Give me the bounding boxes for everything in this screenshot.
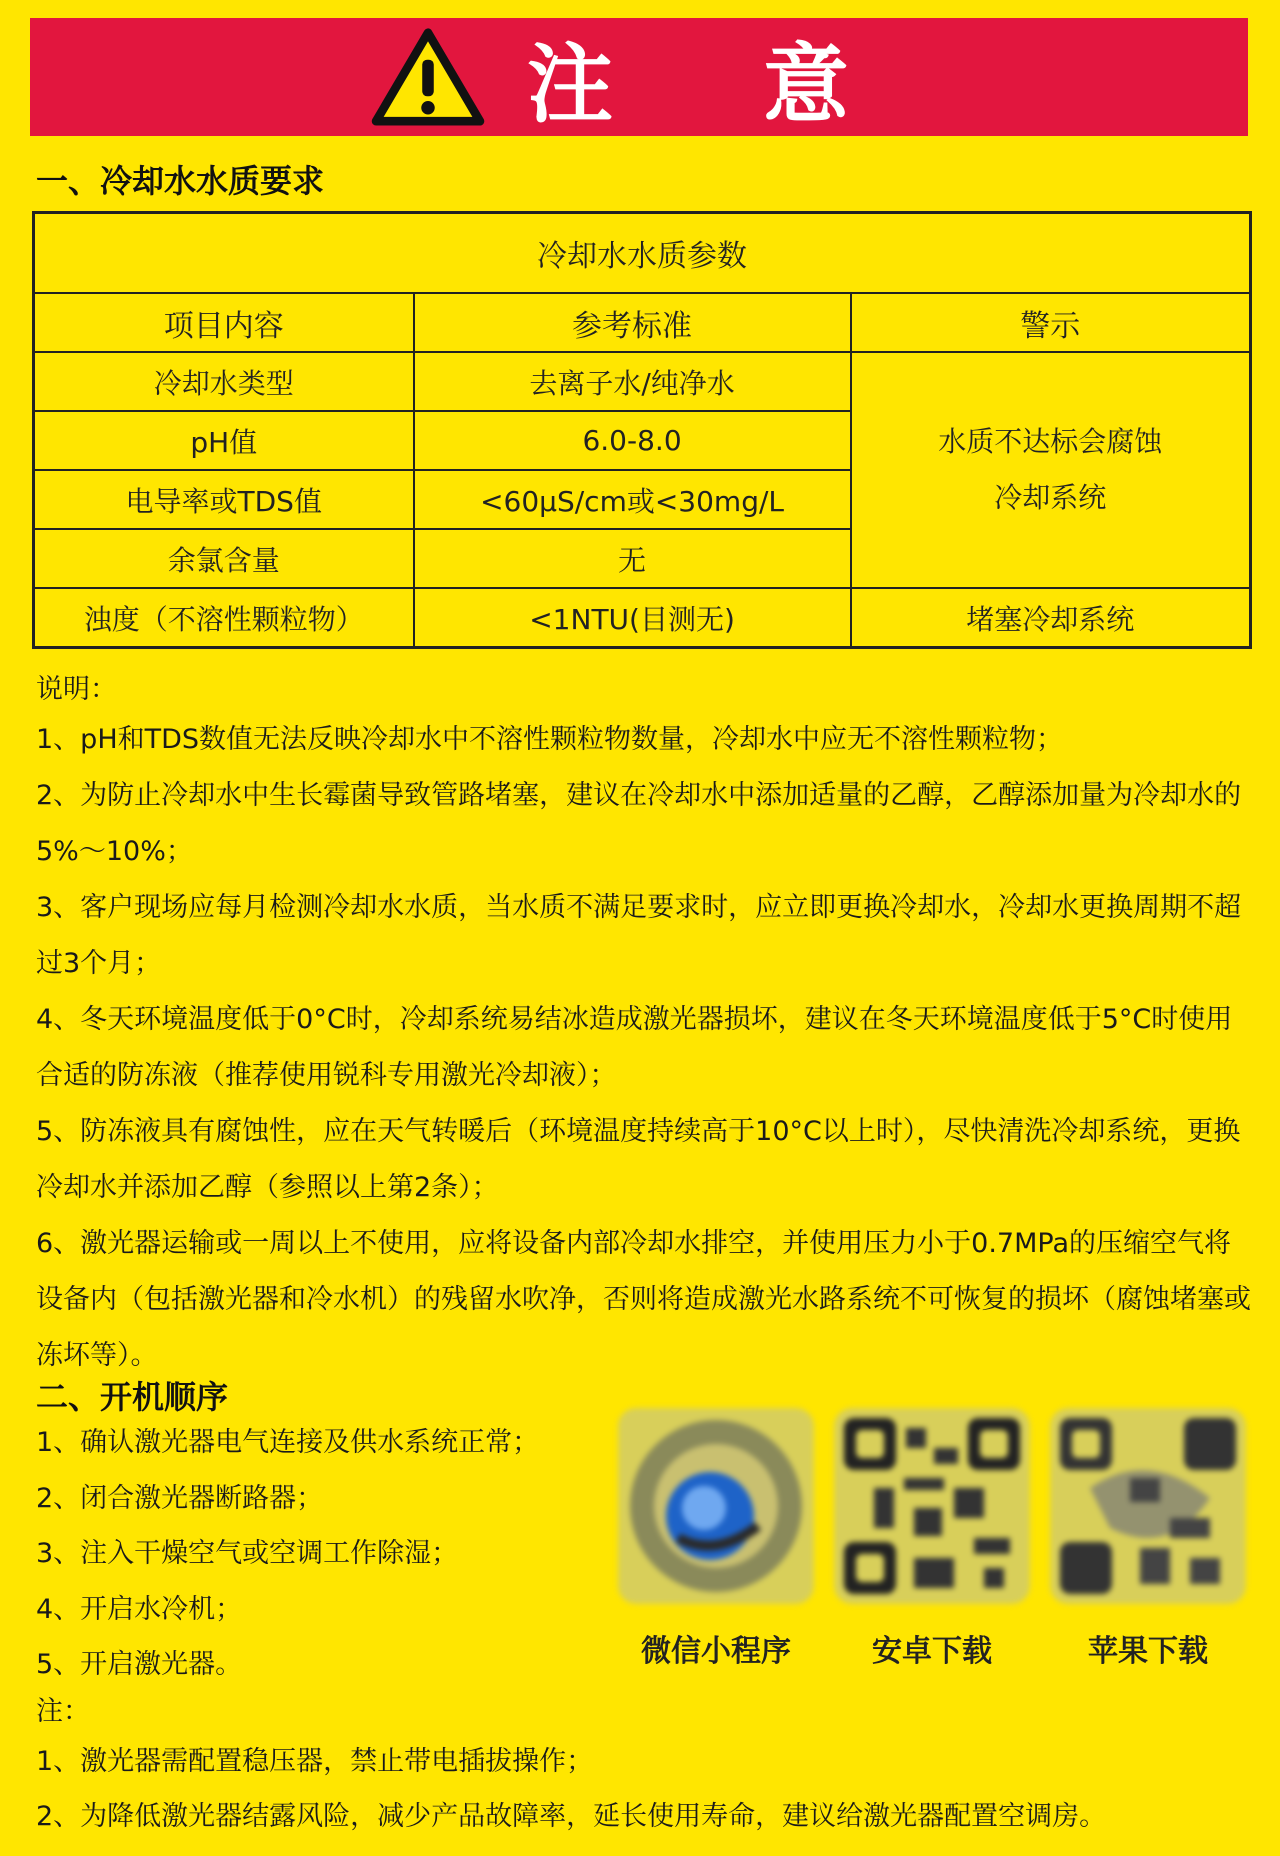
cell-warning-main xyxy=(851,352,1251,588)
section2-heading: 二、开机顺序 xyxy=(36,1378,229,1416)
notice-block xyxy=(36,1690,1266,1844)
note-item: 2、为防止冷却水中生长霉菌导致管路堵塞，建议在冷却水中添加适量的乙醇，乙醇添加量为冷却水的5%～10%； xyxy=(36,780,1242,867)
header-warning: 警示 xyxy=(851,293,1251,352)
cell-standard: 去离子水/纯净水 xyxy=(414,352,851,411)
warning-banner xyxy=(30,18,1248,136)
banner-title: 注 意 xyxy=(527,35,909,135)
warning-line-2: 冷却系统 xyxy=(994,481,1107,514)
cell-item: 电导率或TDS值 xyxy=(34,470,414,529)
qr-caption-apple: 苹果下载 xyxy=(1088,1634,1208,1669)
qr-caption-wechat: 微信小程序 xyxy=(641,1634,791,1669)
header-standard: 参考标准 xyxy=(414,293,851,352)
cell-item: 浊度（不溶性颗粒物） xyxy=(34,588,414,648)
table-row xyxy=(34,352,1251,411)
notice-item: 1、激光器需配置稳压器，禁止带电插拔操作； xyxy=(36,1746,594,1777)
qr-caption-android: 安卓下载 xyxy=(872,1634,992,1669)
step-item: 3、注入干燥空气或空调工作除湿； xyxy=(36,1538,459,1569)
step-item: 2、闭合激光器断路器； xyxy=(36,1482,324,1514)
startup-steps xyxy=(36,1415,596,1693)
water-quality-table xyxy=(32,211,1252,649)
step-item: 5、开启激光器。 xyxy=(36,1649,243,1680)
cell-item: 冷却水类型 xyxy=(34,352,414,411)
wechat-miniprogram-qr-icon[interactable] xyxy=(618,1408,814,1604)
step-item: 4、开启水冷机； xyxy=(36,1593,243,1625)
note-item: 1、pH和TDS数值无法反映冷却水中不溶性颗粒物数量，冷却水中应无不溶性颗粒物； xyxy=(36,724,1064,755)
cell-standard: 无 xyxy=(414,529,851,588)
note-item: 3、客户现场应每月检测冷却水水质，当水质不满足要求时，应立即更换冷却水，冷却水更换周期不超过3个月； xyxy=(36,892,1242,979)
notice-item: 2、为降低激光器结露风险，减少产品故障率，延长使用寿命，建议给激光器配置空调房。 xyxy=(36,1801,1107,1832)
step-item: 1、确认激光器电气连接及供水系统正常； xyxy=(36,1427,540,1458)
warning-triangle-icon xyxy=(369,27,487,127)
note-item: 4、冬天环境温度低于0°C时，冷却系统易结冰造成激光器损坏，建议在冬天环境温度低于5°C时使用合适的防冻液（推荐使用锐科专用激光冷却液）； xyxy=(36,1004,1233,1091)
header-item: 项目内容 xyxy=(34,293,414,352)
apple-download-qr-icon[interactable] xyxy=(1050,1408,1246,1604)
notice-label: 注： xyxy=(36,1696,90,1727)
qr-code-row xyxy=(612,1408,1252,1668)
note-item: 5、防冻液具有腐蚀性，应在天气转暖后（环境温度持续高于10°C以上时），尽快清洗冷却系统，更换冷却水并添加乙醇（参照以上第2条）； xyxy=(36,1116,1241,1203)
cell-standard: <1NTU(目测无) xyxy=(414,588,851,648)
table-caption: 冷却水水质参数 xyxy=(34,213,1251,294)
section1-heading: 一、冷却水水质要求 xyxy=(36,162,325,200)
android-download-qr-icon[interactable] xyxy=(834,1408,1030,1604)
cell-warning-last: 堵塞冷却系统 xyxy=(851,588,1251,648)
cell-item: pH值 xyxy=(34,411,414,470)
cell-standard: <60μS/cm或<30mg/L xyxy=(414,470,851,529)
table-row xyxy=(34,588,1251,648)
cell-item: 余氯含量 xyxy=(34,529,414,588)
note-item: 6、激光器运输或一周以上不使用，应将设备内部冷却水排空，并使用压力小于0.7MPa的压缩空气将设备内（包括激光器和冷水机）的残留水吹净，否则将造成激光水路系统不可恢复的损坏（腐蚀堵塞或冻坏等）。 xyxy=(36,1228,1251,1371)
notes-block xyxy=(36,668,1251,1384)
warning-line-1: 水质不达标会腐蚀 xyxy=(938,425,1163,458)
cell-standard: 6.0-8.0 xyxy=(414,411,851,470)
notes-label: 说明： xyxy=(36,674,117,705)
